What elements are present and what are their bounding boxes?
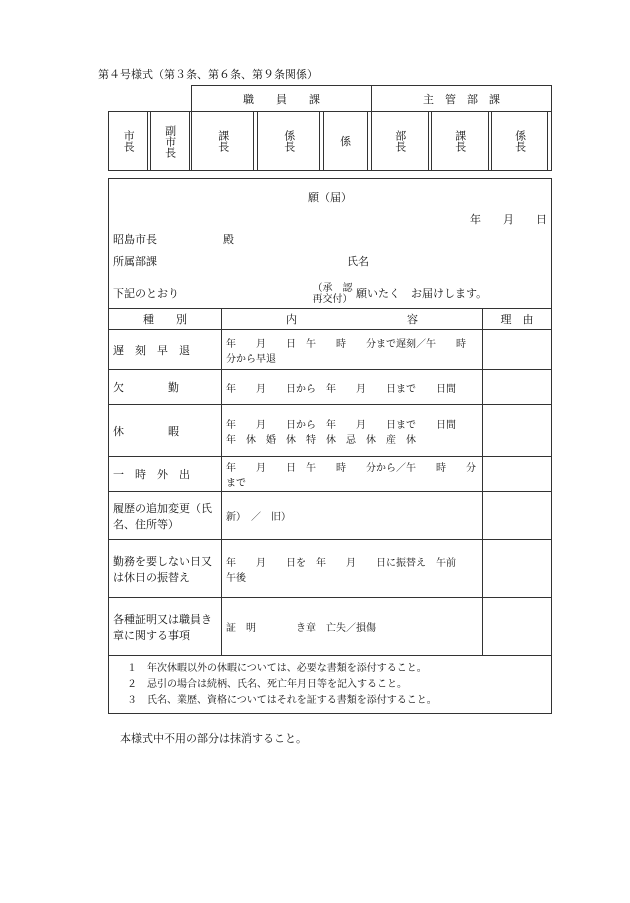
footer-note: 本様式中不用の部分は抹消すること。 — [120, 732, 307, 745]
request-form: 願（届） 年 月 日 昭島市長 殿 所属部課 氏名 下記のとおり （承 認 再交付） 願いたく お届けします。 種 別 内 容 理 由 遅 刻 早 退 年 月 日 午 時 分まで遅刻／午 時 分から早退 欠 勤 年 月 日から 年 月 日まで 日間 休 暇 年 月 日から 年 月 日まで 日間 年 休 婚 休 特 休 忌 休 産 休 一 時 外 出 年 月 日 午 時 分から／午 時 分まで 履歴の追加変更（氏名、住所等） 新） ／ 旧） 勤務を要しない日又は休日の振替え 年 月 日を 年 月 日に振替え 午前 午後 各種証明又は職員き章に関する事項 証 明 き章 亡失／損傷 １ 年次休暇以外の休暇については、必要な書類を添付すること。 ２ 忌引の場合は続柄、氏名、死亡年月日等を記入すること。 ３ 氏名、業歴、資格についてはそれを証する書類を添付すること。 — [108, 178, 552, 714]
approval-stamps: 職 員 課 主 管 部 課 市長 副市長 課長 係長 係 部長 課長 係長 — [108, 85, 552, 171]
form-number: 第４号様式（第３条、第６条、第９条関係） — [98, 68, 318, 81]
